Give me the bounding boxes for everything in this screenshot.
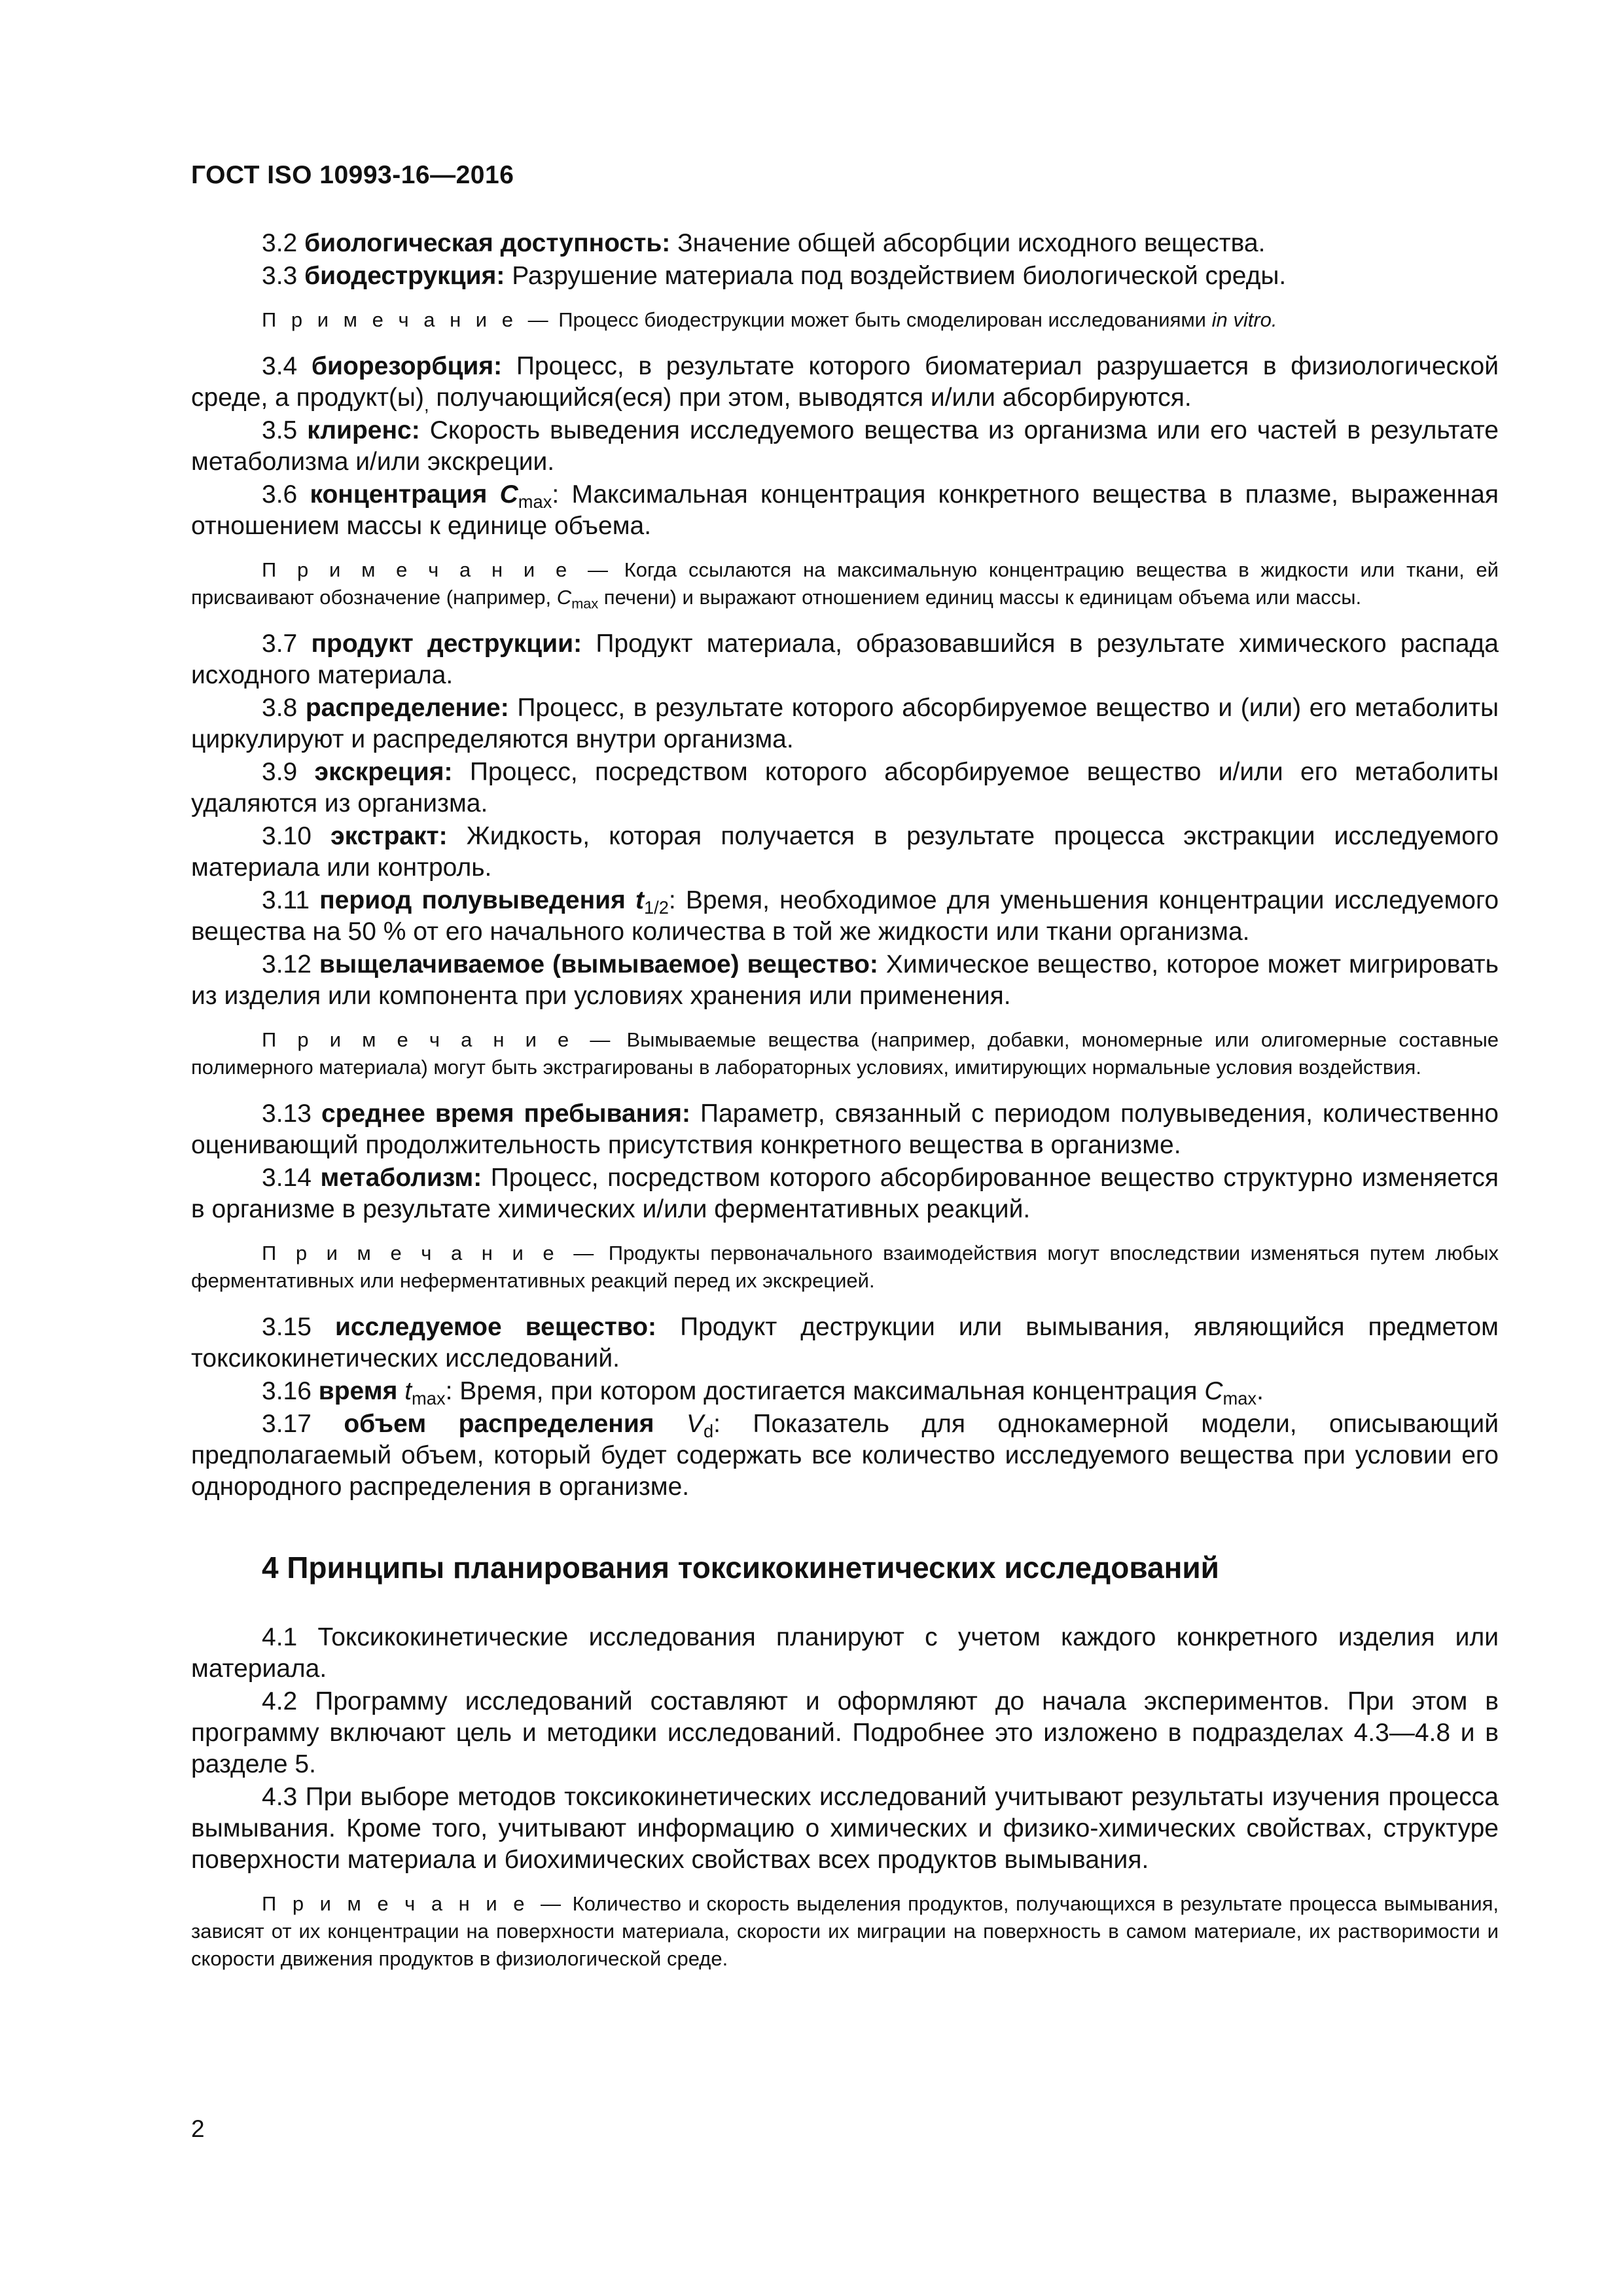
symbol-subscript: max bbox=[1222, 1388, 1257, 1409]
term-number: 3.14 bbox=[262, 1164, 312, 1192]
term-number: 3.16 bbox=[262, 1377, 312, 1405]
symbol-subscript: max bbox=[412, 1388, 446, 1409]
term-definition: : Максимальная концентрация конкретного вещества в плазме, выраженная отношением массы к единице объема. bbox=[191, 480, 1499, 540]
term-3-4: 3.4 биорезорбция: Процесс, в результате которого биоматериал разрушается в физиологической среде, а $продукт(ы)_,$ получающийся(еся) при этом, выводятся и/или абсорбируются. bbox=[191, 352, 1499, 416]
term-definition: : Время, при котором достигается максимальная концентрация bbox=[445, 1377, 1198, 1405]
note-4-3 bbox=[191, 1890, 1499, 1973]
term-definition: Разрушение материала под воздействием биологической среды. bbox=[512, 262, 1287, 290]
note-3-3 bbox=[191, 306, 1499, 334]
note-text: Количество и скорость выделения продуктов, получающихся в результате процесса вымывания, зависят от их концентрации на поверхности материала, скорости их миграции на поверхность в самом материале, их растворимости и скорости движения продуктов в физиологической среде. bbox=[191, 1892, 1499, 1970]
term-title: биорезорбция: bbox=[311, 352, 503, 380]
note-label: П р и м е ч а н и е — bbox=[262, 558, 613, 581]
term-definition: Процесс, посредством которого абсорбируемое вещество и/или его метаболиты удаляются из организма. bbox=[191, 758, 1499, 817]
symbol: C bbox=[1204, 1377, 1223, 1405]
paragraph-text: Программу исследований составляют и оформляют до начала экспериментов. При этом в программу включают цель и методики исследований. Подробнее это изложено в подразделах 4.3—4.8 и в разделе 5. bbox=[191, 1687, 1499, 1778]
paragraph-4-2 bbox=[191, 1686, 1499, 1780]
term-title: объем распределения bbox=[344, 1410, 654, 1438]
term-number: 3.3 bbox=[262, 262, 298, 290]
term-3-15 bbox=[191, 1312, 1499, 1374]
term-number: 3.4 bbox=[262, 352, 298, 380]
note-text-cont: печени) и выражают отношением единиц массы к единицам объема или массы. bbox=[603, 586, 1362, 609]
term-3-9 bbox=[191, 757, 1499, 819]
term-title: период полувыведения bbox=[319, 886, 626, 914]
note-label: П р и м е ч а н и е — bbox=[262, 1892, 566, 1915]
document-header: ГОСТ ISO 10993-16—2016 bbox=[191, 161, 514, 189]
term-definition-cont: получающийся(еся) при этом, выводятся и/или абсорбируются. bbox=[436, 384, 1192, 412]
term-number: 3.8 bbox=[262, 694, 298, 722]
term-3-16 bbox=[191, 1376, 1499, 1407]
term-title: экстракт: bbox=[330, 822, 448, 850]
term-number: 3.13 bbox=[262, 1100, 312, 1128]
term-3-12 bbox=[191, 949, 1499, 1012]
symbol: t bbox=[404, 1377, 412, 1405]
term-3-17 bbox=[191, 1408, 1499, 1503]
paragraph-number: 4.2 bbox=[262, 1687, 298, 1715]
term-title: среднее время пребывания: bbox=[321, 1100, 690, 1128]
term-number: 3.5 bbox=[262, 416, 298, 444]
symbol-subscript: 1/2 bbox=[643, 897, 669, 918]
term-title: метаболизм: bbox=[320, 1164, 482, 1192]
paragraph-number: 4.3 bbox=[262, 1783, 298, 1811]
section-heading: 4 Принципы планирования токсикокинетических исследований bbox=[262, 1551, 1219, 1585]
term-number: 3.15 bbox=[262, 1313, 312, 1341]
term-definition: Параметр, связанный с периодом полувыведения, количественно оценивающий продолжительность присутствия конкретного вещества в организме. bbox=[191, 1100, 1499, 1159]
term-number: 3.6 bbox=[262, 480, 298, 509]
paragraph-text: При выборе методов токсикокинетических исследований учитывают результаты изучения процесса вымывания. Кроме того, учитывают информацию о химических и физико-химических свойствах, структуре поверхности материала и биохимических свойствах всех продуктов вымывания. bbox=[191, 1783, 1499, 1874]
symbol-subscript: max bbox=[518, 492, 552, 512]
note-text: Когда ссылаются на максимальную концентрацию вещества в жидкости или ткани, ей присваивают обозначение (например, bbox=[191, 558, 1499, 609]
symbol: V bbox=[686, 1410, 704, 1438]
paragraph-4-1 bbox=[191, 1622, 1499, 1685]
term-3-13 bbox=[191, 1098, 1499, 1161]
term-definition: : Показатель для однокамерной модели, описывающий предполагаемый объем, который будет содержать все количество исследуемого вещества при условии его однородного распределения в организме. bbox=[191, 1410, 1499, 1501]
term-number: 3.7 bbox=[262, 630, 298, 658]
term-title: исследуемое вещество: bbox=[334, 1313, 657, 1341]
term-3-8 bbox=[191, 692, 1499, 755]
term-3-7 bbox=[191, 628, 1499, 691]
term-3-11 bbox=[191, 885, 1499, 948]
document-body bbox=[191, 228, 1499, 1990]
paragraph-4-3 bbox=[191, 1782, 1499, 1876]
symbol-subscript: d bbox=[703, 1421, 714, 1442]
term-definition: : Время, необходимое для уменьшения концентрации исследуемого вещества на 50 % от его начального количества в той же жидкости или ткани организма. bbox=[191, 886, 1499, 946]
term-number: 3.17 bbox=[262, 1410, 312, 1438]
term-title: клиренс: bbox=[307, 416, 420, 444]
paragraph-text: Токсикокинетические исследования планируют с учетом каждого конкретного изделия или материала. bbox=[191, 1623, 1499, 1683]
term-number: 3.9 bbox=[262, 758, 298, 786]
note-3-14 bbox=[191, 1240, 1499, 1295]
term-number: 3.12 bbox=[262, 950, 312, 978]
term-definition: Продукт материала, образовавшийся в результате химического распада исходного материала. bbox=[191, 630, 1499, 689]
page-number: 2 bbox=[191, 2115, 205, 2142]
note-label: П р и м е ч а н и е — bbox=[262, 308, 553, 331]
symbol: C bbox=[499, 480, 518, 509]
term-title: продукт деструкции: bbox=[311, 630, 582, 658]
term-title: распределение: bbox=[305, 694, 509, 722]
term-title: биологическая доступность: bbox=[304, 229, 671, 257]
term-3-3 bbox=[191, 260, 1499, 292]
term-title: концентрация bbox=[310, 480, 488, 509]
paragraph-number: 4.1 bbox=[262, 1623, 298, 1651]
note-text: Вымываемые вещества (например, добавки, мономерные или олигомерные составные полимерного материала) могут быть экстрагированы в лабораторных условиях, имитирующих нормальные условия воздействия. bbox=[191, 1028, 1499, 1079]
term-3-2 bbox=[191, 228, 1499, 259]
term-number: 3.2 bbox=[262, 229, 298, 257]
note-text: Процесс биодеструкции может быть смоделирован исследованиями bbox=[558, 308, 1206, 331]
note-3-12 bbox=[191, 1026, 1499, 1081]
term-title: выщелачиваемое (вымываемое) вещество: bbox=[319, 950, 878, 978]
symbol-subscript: max bbox=[571, 595, 599, 612]
term-number: 3.11 bbox=[262, 886, 310, 914]
term-title: время bbox=[318, 1377, 398, 1405]
term-definition: Значение общей абсорбции исходного вещества. bbox=[677, 229, 1266, 257]
term-3-6 bbox=[191, 479, 1499, 542]
note-italic: in vitro. bbox=[1211, 308, 1277, 331]
term-definition: Скорость выведения исследуемого вещества из организма или его частей в результате метаболизма и/или экскреции. bbox=[191, 416, 1499, 476]
term-3-10 bbox=[191, 821, 1499, 884]
term-3-5 bbox=[191, 415, 1499, 478]
term-definition: Процесс, в результате которого биоматериал разрушается в физиологической среде, а продукт(ы) bbox=[191, 352, 1499, 412]
term-definition: Продукт деструкции или вымывания, являющийся предметом токсикокинетических исследований. bbox=[191, 1313, 1499, 1372]
note-label: П р и м е ч а н и е — bbox=[262, 1242, 599, 1265]
term-definition: Процесс, посредством которого абсорбированное вещество структурно изменяется в организме в результате химических и/или ферментативных реакций. bbox=[191, 1164, 1499, 1223]
note-label: П р и м е ч а н и е — bbox=[262, 1028, 615, 1051]
note-text: Продукты первоначального взаимодействия могут впоследствии изменяться путем любых ферментативных или неферментативных реакций перед их экскрецией. bbox=[191, 1242, 1499, 1292]
term-title: экскреция: bbox=[314, 758, 453, 786]
term-definition: Химическое вещество, которое может мигрировать из изделия или компонента при условиях хранения или применения. bbox=[191, 950, 1499, 1010]
term-definition: Жидкость, которая получается в результате процесса экстракции исследуемого материала или контроль. bbox=[191, 822, 1499, 882]
term-3-14 bbox=[191, 1162, 1499, 1225]
term-number: 3.10 bbox=[262, 822, 312, 850]
term-end: . bbox=[1257, 1377, 1264, 1405]
symbol: C bbox=[556, 586, 572, 609]
term-definition: Процесс, в результате которого абсорбируемое вещество и (или) его метаболиты циркулируют и распределяются внутри организма. bbox=[191, 694, 1499, 753]
term-title: биодеструкция: bbox=[304, 262, 505, 290]
note-3-6 bbox=[191, 556, 1499, 611]
symbol: t bbox=[635, 886, 644, 914]
